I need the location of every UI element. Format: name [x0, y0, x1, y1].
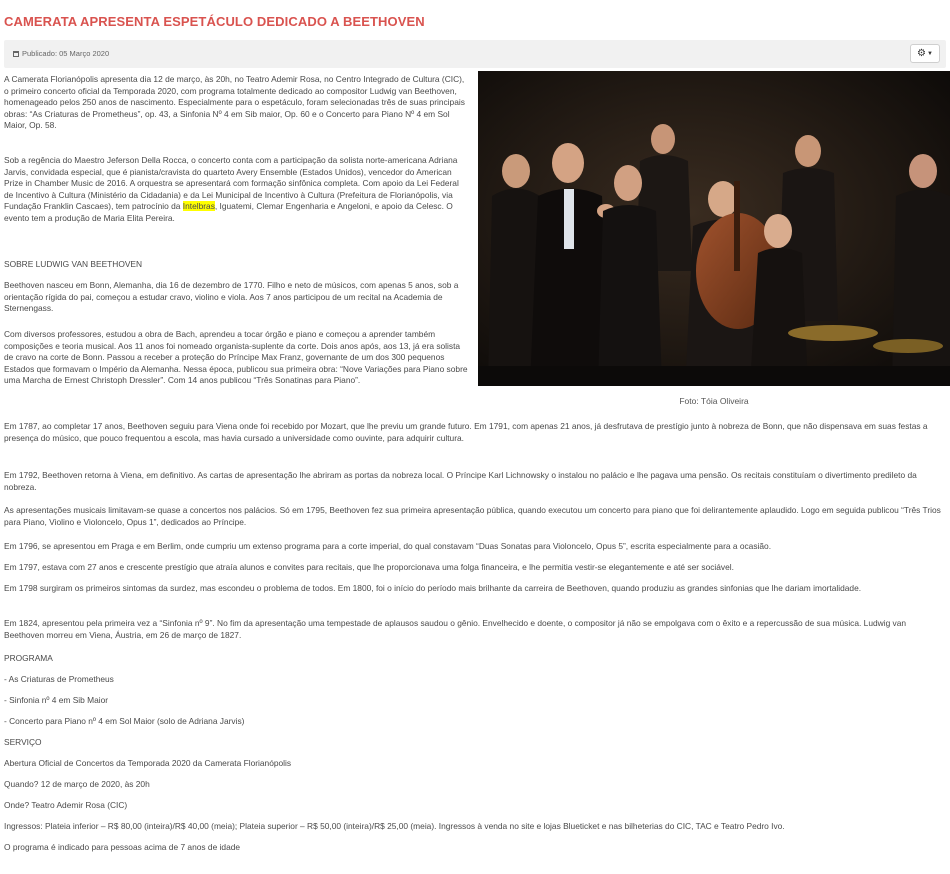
paragraph-1792: Em 1792, Beethoven retorna à Viena, em definitivo. As cartas de apresentação lhe abriram as portas da nobreza local. O Príncipe Karl Lichnowsky o instalou no palácio e lhe pagava uma pensão. Os recitais constituíam o divertimento predileto da nobreza.	[4, 470, 917, 492]
service-tickets: Ingressos: Plateia inferior – R$ 80,00 (inteira)/R$ 40,00 (meia); Plateia superior – R$ 50,00 (inteira)/R$ 25,00 (meia). Ingressos à venda no site e lojas Blueticket e nas bilheterias do CIC, TAC e Teatro Pedro Ivo.	[4, 821, 785, 831]
paragraph-1795: As apresentações musicais limitavam-se quase a concertos nos palácios. Só em 1795, Beethoven fez sua primeira apresentação pública, quando executou um concerto para piano que foi delirantemente aplaudido. Logo em seguida publicou “Três Trios para Piano, Violino e Violoncelo, Opus 1”, dedicados ao Príncipe.	[4, 505, 941, 527]
paragraph-intro: A Camerata Florianópolis apresenta dia 12 de março, às 20h, no Teatro Ademir Rosa, no Centro Integrado de Cultura (CIC), o primeiro concerto oficial da Temporada 2020, com programa totalmente dedicado ao compositor Ludwig van Beethoven, homenageado pelos 250 anos de nascimento. Especialmente para o espetáculo, foram selecionadas três de suas principais obras: “As Criaturas de Prometheus”, op. 43, a Sinfonia Nº 4 em Sib maior, Op. 60 e o Concerto para Piano Nº 4 em Sol Maior, Op. 58.	[4, 74, 465, 131]
section-heading-service: SERVIÇO	[4, 737, 42, 747]
article-title[interactable]: CAMERATA APRESENTA ESPETÁCULO DEDICADO A BEETHOVEN	[4, 14, 425, 29]
service-where: Onde? Teatro Ademir Rosa (CIC)	[4, 800, 128, 810]
photo-caption: Foto: Tóia Oliveira	[679, 396, 749, 406]
paragraph-1796: Em 1796, se apresentou em Praga e em Berlim, onde cumpriu um extenso programa para a corte imperial, do qual constavam “Duas Sonatas para Violoncelo, Opus 5”, escrita especialmente para a ocasião.	[4, 541, 772, 551]
section-heading-about: SOBRE LUDWIG VAN BEETHOVEN	[4, 259, 143, 269]
paragraph-sponsors	[4, 155, 468, 225]
paragraph-1824: Em 1824, apresentou pela primeira vez a “Sinfonia nº 9”. No fim da apresentação uma tempestade de aplausos saudou o gênio. Envelhecido e doente, o compositor já não se empolgava com o êxito e a repercussão de sua música. Ludwig van Beethoven morreu em Viena, Áustria, em 26 de março de 1827.	[4, 618, 907, 640]
program-item-3: - Concerto para Piano nº 4 em Sol Maior (solo de Adriana Jarvis)	[4, 716, 245, 726]
program-item-2: - Sinfonia nº 4 em Sib Maior	[4, 695, 109, 705]
program-item-1: - As Criaturas de Prometheus	[4, 674, 114, 684]
paragraph-birth: Beethoven nasceu em Bonn, Alemanha, dia 16 de dezembro de 1770. Filho e neto de músicos, com apenas 5 anos, sob a orientação rígida do pai, começou a estudar cravo, violino e viola. Aos 7 anos participou de um recital na Academia de Sternengass.	[4, 280, 459, 314]
service-when: Quando? 12 de março de 2020, às 20h	[4, 779, 150, 789]
caret-down-icon: ▼	[927, 50, 933, 57]
section-heading-program: PROGRAMA	[4, 653, 53, 663]
article-info-bar	[4, 40, 946, 68]
published-text: Publicado: 05 Março 2020	[22, 49, 110, 58]
gear-icon: ⚙	[917, 48, 926, 59]
concert-photo	[478, 71, 950, 386]
paragraph-education: Com diversos professores, estudou a obra de Bach, aprendeu a tocar órgão e piano e começou a aprender também composições e teoria musical. Aos 11 anos foi nomeado organista-suplente da corte. Dois anos após, aos 13, já era solista de cravo na corte de Bonn. Passou a receber a proteção do Príncipe Max Franz, governante de um dos 300 pequenos Estados que formavam o Império da Alemanha. Nessa época, publicou sua primeira obra: “Nove Variações para Piano sobre uma Marcha de Ernest Christoph Dressler”. Com 14 anos publicou “Três Sonatinas para Piano”.	[4, 329, 468, 386]
service-event: Abertura Oficial de Concertos da Temporada 2020 da Camerata Florianópolis	[4, 758, 292, 768]
article-tools-button[interactable]	[910, 44, 940, 63]
paragraph-1787: Em 1787, ao completar 17 anos, Beethoven seguiu para Viena onde foi recebido por Mozart, que lhe previu um grande futuro. Em 1791, com apenas 21 anos, já desfrutava de prestígio junto à nobreza de Bonn, que não dispensava em suas festas a presença do músico, que pouco frequentou a escola, mas havia cursado a universidade como ouvinte, para adquirir cultura.	[4, 421, 928, 443]
published-date	[13, 49, 109, 58]
concert-photo-image	[478, 71, 950, 386]
sponsors-text-before: Sob a regência do Maestro Jeferson Della Rocca, o concerto conta com a participação da solista norte-americana Adriana Jarvis, convidada especial, que é pianista/cravista do quarteto Avery Ensemble (Estados Unidos), vencedor do American Prize in Chamber Music de 2016. A orquestra se apresentará com formação sinfônica completa. Com apoio da Lei Federal de Incentivo à Cultura (Ministério da Cidadania) e da Lei Municipal de Incentivo à Cultura (Prefeitura de Florianópolis, via Fundação Franklin Cascaes), tem patrocínio da	[4, 155, 459, 212]
sponsors-text-after: , Iguatemi, Clemar Engenharia e Angeloni, e apoio da Celesc. O evento tem a produção de Maria Elita Pereira.	[4, 201, 453, 223]
paragraph-1797: Em 1797, estava com 27 anos e crescente prestígio que atraía alunos e convites para recitais, que lhe proporcionava uma folga financeira, e lhe permitia vestir-se elegantemente e até ser sociável.	[4, 562, 734, 572]
calendar-icon	[13, 51, 19, 57]
intelbras-highlight[interactable]: Intelbras	[182, 201, 215, 212]
service-age-rating: O programa é indicado para pessoas acima de 7 anos de idade	[4, 842, 241, 852]
paragraph-1798: Em 1798 surgiram os primeiros sintomas da surdez, mas escondeu o problema de todos. Em 1800, foi o início do período mais brilhante da carreira de Beethoven, quando produziu as grandes sinfonias que lhe dariam imortalidade.	[4, 583, 862, 593]
